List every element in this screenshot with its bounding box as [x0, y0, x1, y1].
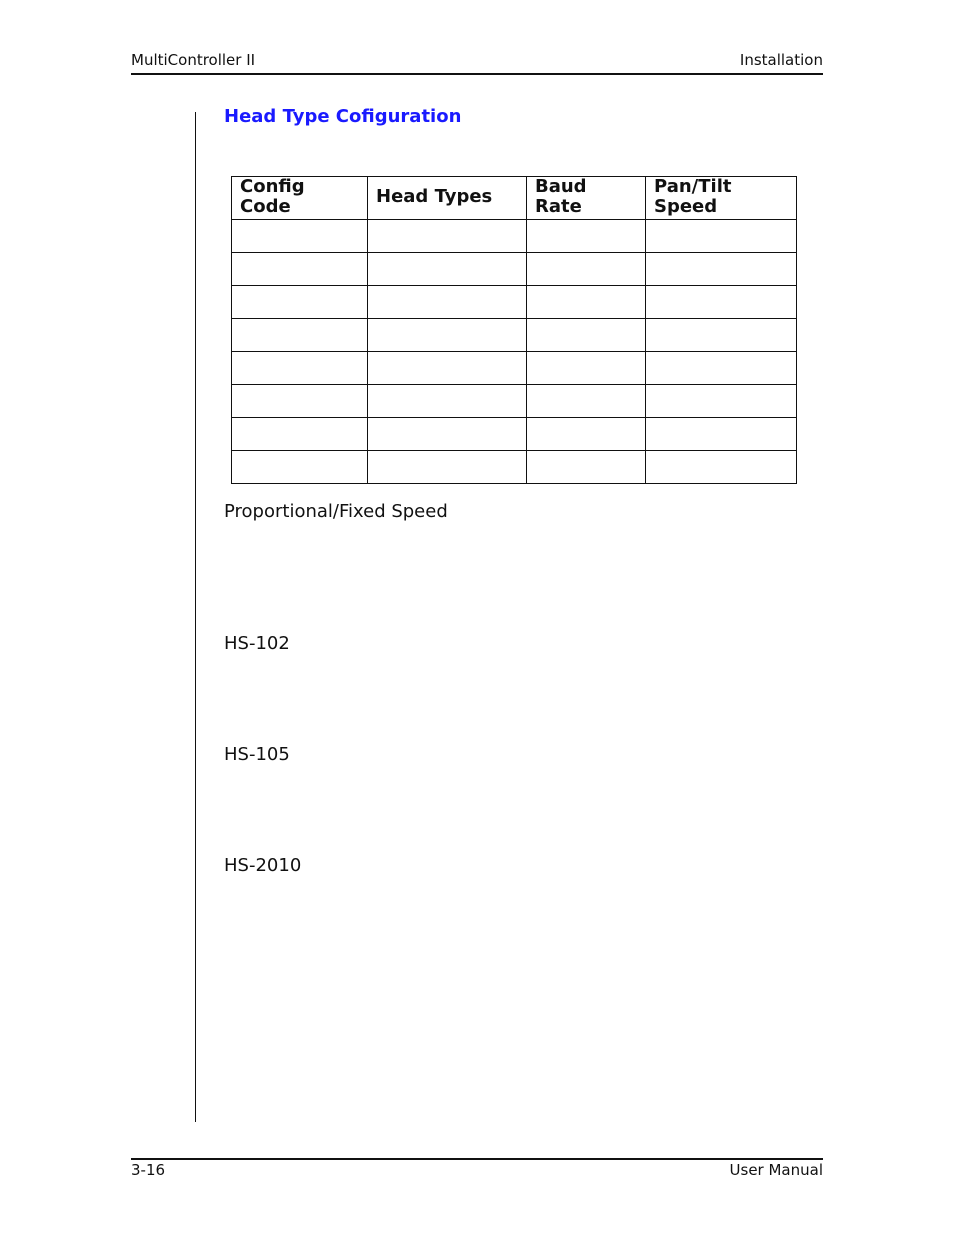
table-cell	[232, 385, 368, 418]
table-cell	[646, 385, 797, 418]
table-cell	[527, 418, 646, 451]
table-cell	[232, 352, 368, 385]
change-bar	[195, 112, 196, 1122]
table-cell	[232, 319, 368, 352]
column-header-pan-tilt-speed: Pan/Tilt Speed	[646, 177, 797, 220]
column-header-baud-rate: Baud Rate	[527, 177, 646, 220]
running-header-title: MultiController II	[131, 51, 256, 69]
table-cell	[368, 418, 527, 451]
column-header-head-types: Head Types	[368, 177, 527, 220]
table-cell	[527, 352, 646, 385]
table-cell	[646, 319, 797, 352]
paragraph-hs-102: HS-102	[224, 633, 290, 654]
running-footer-title: User Manual	[729, 1161, 823, 1179]
table-cell	[232, 286, 368, 319]
paragraph-proportional-fixed-speed: Proportional/Fixed Speed	[224, 501, 448, 522]
table-cell	[232, 451, 368, 484]
table-row	[232, 352, 797, 385]
table-row	[232, 385, 797, 418]
paragraph-hs-105: HS-105	[224, 744, 290, 765]
table-cell	[527, 220, 646, 253]
table-cell	[232, 418, 368, 451]
table-row	[232, 253, 797, 286]
table-cell	[646, 352, 797, 385]
table-cell	[527, 286, 646, 319]
table-cell	[527, 253, 646, 286]
table-cell	[646, 418, 797, 451]
table-cell	[232, 220, 368, 253]
page-number: 3-16	[131, 1161, 166, 1179]
table-row	[232, 319, 797, 352]
table-row	[232, 220, 797, 253]
table-cell	[527, 451, 646, 484]
table-row	[232, 451, 797, 484]
paragraph-hs-2010: HS-2010	[224, 855, 302, 876]
table-cell	[646, 286, 797, 319]
running-header-section: Installation	[739, 51, 823, 69]
table-cell	[368, 253, 527, 286]
table-cell	[527, 319, 646, 352]
table-cell	[646, 220, 797, 253]
table-cell	[527, 385, 646, 418]
table-row	[232, 286, 797, 319]
table-cell	[368, 451, 527, 484]
table-cell	[368, 286, 527, 319]
head-type-config-table	[231, 176, 797, 484]
table-cell	[368, 319, 527, 352]
table-header-row	[232, 177, 797, 220]
table-cell	[232, 253, 368, 286]
column-header-config-code: Config Code	[232, 177, 368, 220]
section-title: Head Type Cofiguration	[224, 106, 462, 127]
table-cell	[646, 451, 797, 484]
table-cell	[368, 220, 527, 253]
footer-rule	[131, 1158, 823, 1160]
table-cell	[368, 385, 527, 418]
header-rule	[131, 73, 823, 75]
table-cell	[646, 253, 797, 286]
table-row	[232, 418, 797, 451]
table-cell	[368, 352, 527, 385]
